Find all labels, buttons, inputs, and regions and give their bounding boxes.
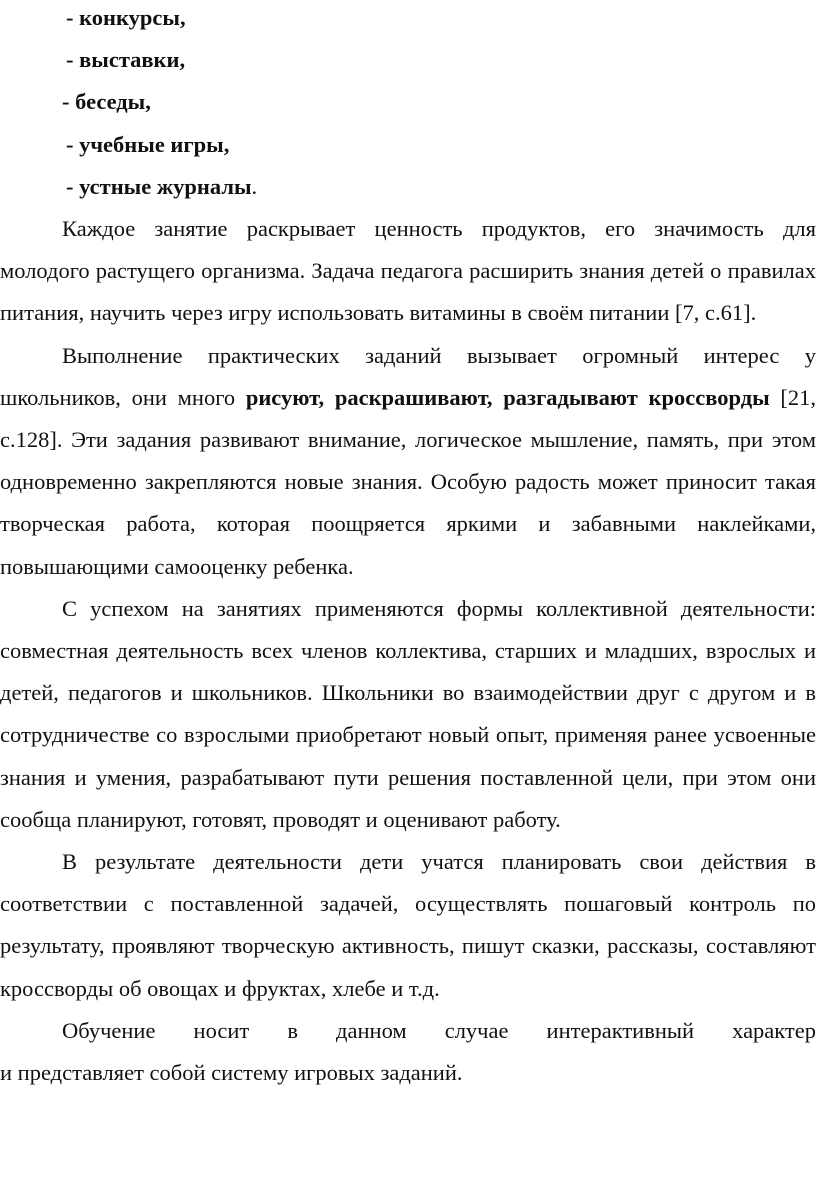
bold-phrase: рисуют, раскрашивают, разгадывают кроссворды (245, 384, 770, 410)
list-item: - беседы, (62, 89, 151, 115)
list-item: - учебные игры, (66, 131, 230, 157)
paragraph-interactive-learning-line2: и представляет собой систему игровых заданий. (0, 1060, 463, 1086)
paragraph-interactive-learning-line1: Обучение носит в данном случае интерактивный характер (62, 1017, 816, 1043)
list-item: - устные журналы. (66, 173, 258, 199)
activity-forms-list (0, 0, 816, 208)
paragraph-collective-activity: С успехом на занятиях применяются формы коллективной деятельности: совместная деятельность всех членов коллектива, старших и младших, взрослых и детей, педагогов и школьников. Школьники во взаимодействии друг с другом и в сотрудничестве со взрослыми приобретают новый опыт, применяя ранее усвоенные знания и умения, разрабатывают пути решения поставленной цели, при этом они сообща планируют, готовят, проводят и оценивают работу. (0, 595, 816, 832)
list-item: - конкурсы, (66, 5, 186, 30)
paragraph-lesson-value: Каждое занятие раскрывает ценность продуктов, его значимость для молодого растущего организма. Задача педагога расширить знания детей о правилах питания, научить через игру использовать витамины в своём питании [7, с.61]. (0, 216, 816, 326)
list-item: - выставки, (66, 47, 186, 73)
body-text (0, 208, 816, 1094)
paragraph-practical-tasks: Выполнение практических заданий вызывает огромный интерес у школьников, они много рисуют, раскрашивают, разгадывают кроссворды [21, с.128]. Эти задания развивают внимание, логическое мышление, память, при этом одновременно закрепляются новые знания. Особую радость может приносит такая творческая работа, которая поощряется яркими и забавными наклейками, повышающими самооценку ребенка. (0, 342, 816, 579)
paragraph-results: В результате деятельности дети учатся планировать свои действия в соответствии с поставленной задачей, осуществлять пошаговый контроль по результату, проявляют творческую активность, пишут сказки, рассказы, составляют кроссворды об овощах и фруктах, хлебе и т.д. (0, 849, 816, 1001)
